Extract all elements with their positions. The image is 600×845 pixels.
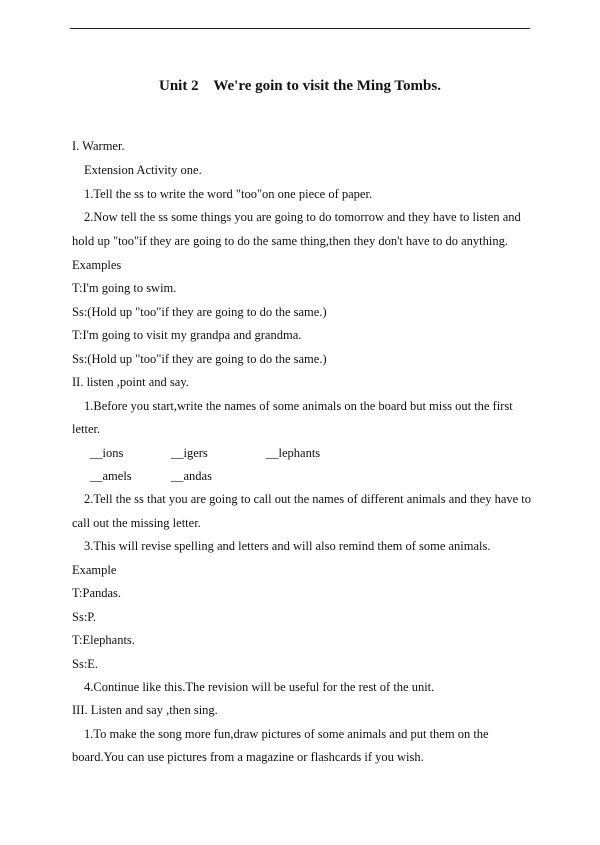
dialogue-line: Ss:P. (72, 610, 96, 624)
listen-step-1-line-2: letter. (72, 422, 101, 436)
listen-step-1-line-1: 1.Before you start,write the names of some animals on the board but miss out the first (84, 399, 513, 413)
blank-word: __amels (90, 469, 132, 483)
page-title: Unit 2 We're goin to visit the Ming Tombs. (159, 78, 441, 94)
warmer-step-1: 1.Tell the ss to write the word "too"on one piece of paper. (84, 187, 373, 201)
blank-word: __ions (90, 446, 124, 460)
sing-step-1-line-2: board.You can use pictures from a magazine or flashcards if you wish. (72, 750, 424, 764)
blank-word: __igers (171, 446, 208, 460)
dialogue-line: Ss:(Hold up "too"if they are going to do the same.) (72, 305, 327, 319)
blank-word: __andas (171, 469, 212, 483)
dialogue-line: T:I'm going to swim. (72, 281, 177, 295)
section-heading-listen-point-say: II. listen ,point and say. (72, 375, 189, 389)
sing-step-1-line-1: 1.To make the song more fun,draw pictures of some animals and put them on the (84, 727, 489, 741)
activity-label: Extension Activity one. (84, 163, 202, 177)
dialogue-line: Ss:(Hold up "too"if they are going to do the same.) (72, 352, 327, 366)
warmer-step-2-line-1: 2.Now tell the ss some things you are going to do tomorrow and they have to listen and (84, 210, 521, 224)
warmer-step-2-line-2: hold up "too"if they are going to do the same thing,then they don't have to do anything. (72, 234, 508, 248)
examples-label: Examples (72, 258, 122, 272)
dialogue-line: T:Elephants. (72, 633, 135, 647)
listen-step-3: 3.This will revise spelling and letters and will also remind them of some animals. (84, 539, 491, 553)
section-heading-warmer: I. Warmer. (72, 139, 125, 153)
example-label: Example (72, 563, 117, 577)
dialogue-line: Ss:E. (72, 657, 99, 671)
dialogue-line: T:Pandas. (72, 586, 122, 600)
listen-step-2-line-1: 2.Tell the ss that you are going to call out the names of different animals and they have to (84, 492, 532, 506)
header-rule (70, 28, 530, 29)
listen-step-2-line-2: call out the missing letter. (72, 516, 201, 530)
dialogue-line: T:I'm going to visit my grandpa and grandma. (72, 328, 302, 342)
blank-word: __lephants (266, 446, 321, 460)
listen-step-4: 4.Continue like this.The revision will be useful for the rest of the unit. (84, 680, 435, 694)
section-heading-listen-say-sing: III. Listen and say ,then sing. (72, 703, 218, 717)
